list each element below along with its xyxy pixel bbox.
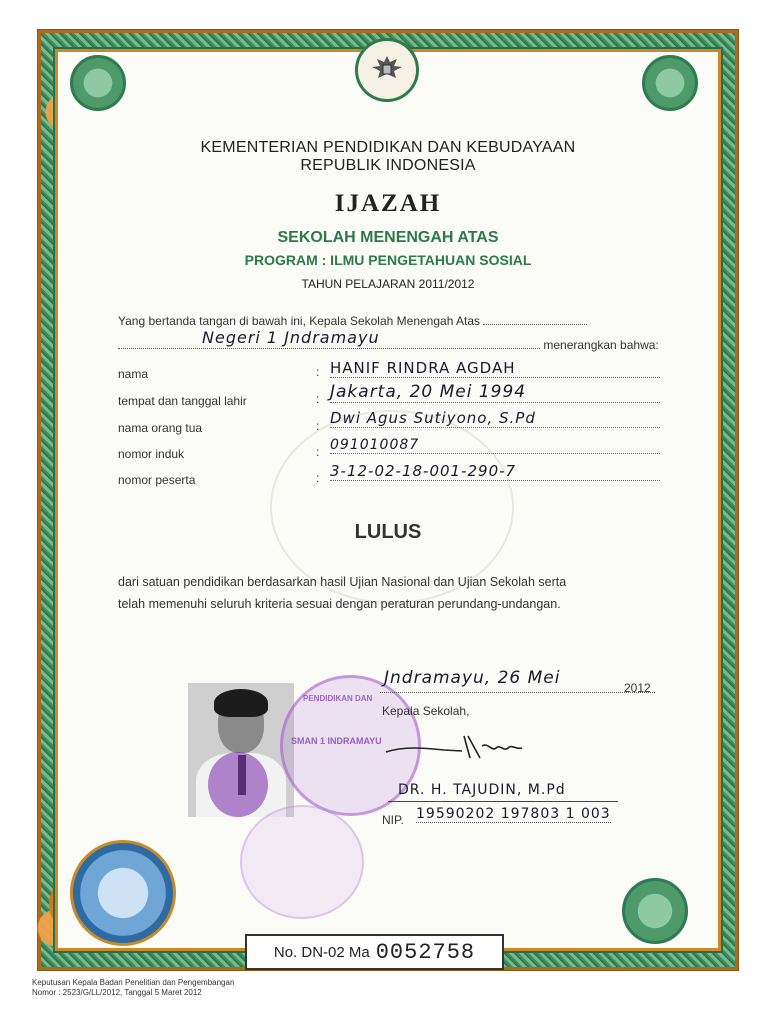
serial-label: No. DN-02 Ma bbox=[273, 943, 370, 961]
field-colon: : bbox=[316, 419, 320, 433]
field-label-birth: tempat dan tanggal lahir bbox=[118, 394, 247, 408]
thumbprint-stamp bbox=[208, 752, 268, 817]
ministry-line-2: REPUBLIK INDONESIA bbox=[300, 157, 476, 174]
document-title: IJAZAH bbox=[334, 190, 442, 217]
field-colon: : bbox=[316, 445, 320, 459]
rosette-bottom-right bbox=[622, 878, 688, 944]
rosette-top-right bbox=[642, 55, 698, 111]
footnote-line-1: Keputusan Kepala Badan Penelitian dan Pengembangan bbox=[32, 978, 235, 987]
footnote-line-2: Nomor : 2523/G/LL/2012, Tanggal 5 Maret 2012 bbox=[32, 988, 202, 997]
stamp-text-top: PENDIDIKAN DAN bbox=[303, 694, 373, 703]
field-label-student-number: nomor induk bbox=[118, 447, 185, 461]
nip-label: NIP. bbox=[382, 813, 404, 827]
field-value-participant-number: 3-12-02-18-001-290-7 bbox=[330, 462, 660, 481]
school-level: SEKOLAH MENENGAH ATAS bbox=[277, 229, 499, 246]
name-underline bbox=[388, 801, 618, 802]
field-value-name: HANIF RINDRA AGDAH bbox=[330, 359, 660, 378]
field-value-student-number: 091010087 bbox=[330, 437, 660, 454]
intro-suffix: menerangkan bahwa: bbox=[543, 338, 659, 352]
dotted-leader bbox=[483, 324, 587, 325]
principal-name: DR. H. TAJUDIN, M.Pd bbox=[398, 782, 566, 798]
place-date-line bbox=[380, 668, 655, 695]
ministry-seal-emblem bbox=[70, 840, 176, 946]
stamp-text-middle: SMAN 1 INDRAMAYU bbox=[291, 736, 382, 746]
field-value-birth: Jakarta, 20 Mei 1994 bbox=[330, 382, 660, 403]
nip-value: 19590202 197803 1 003 bbox=[416, 806, 611, 822]
field-colon: : bbox=[316, 471, 320, 485]
academic-year: TAHUN PELAJARAN 2011/2012 bbox=[301, 277, 475, 291]
serial-number: 0052758 bbox=[375, 939, 476, 965]
intro-line-2 bbox=[118, 328, 659, 352]
serial-number-box bbox=[245, 934, 504, 970]
field-label-participant-number: nomor peserta bbox=[118, 473, 196, 487]
signature-year: 2012 bbox=[624, 681, 651, 695]
program-name: PROGRAM : ILMU PENGETAHUAN SOSIAL bbox=[244, 252, 532, 268]
place-date-handwritten: Jndramayu, 26 Mei bbox=[384, 668, 561, 688]
field-value-parent: Dwi Agus Sutiyono, S.Pd bbox=[330, 409, 660, 428]
ministry-line-1: KEMENTERIAN PENDIDIKAN DAN KEBUDAYAAN bbox=[200, 139, 576, 156]
field-label-parent: nama orang tua bbox=[118, 421, 203, 435]
field-colon: : bbox=[316, 392, 320, 406]
intro-line-1 bbox=[118, 314, 587, 328]
school-name-handwritten: Negeri 1 Jndramayu bbox=[202, 328, 380, 347]
signature-scribble bbox=[384, 730, 524, 769]
ministry-heading bbox=[58, 139, 718, 175]
statement-line-2: telah memenuhi seluruh kriteria sesuai dengan peraturan perundang-undangan. bbox=[118, 597, 561, 611]
signing-role: Kepala Sekolah, bbox=[382, 704, 470, 718]
garuda-emblem-icon bbox=[355, 38, 419, 102]
intro-text: Yang bertanda tangan di bawah ini, Kepala Sekolah Menengah Atas bbox=[118, 314, 481, 328]
field-colon: : bbox=[316, 365, 320, 379]
field-label-name: nama bbox=[118, 367, 149, 381]
faded-stamp bbox=[240, 805, 364, 919]
result-status: LULUS bbox=[354, 521, 422, 543]
statement-line-1: dari satuan pendidikan berdasarkan hasil Ujian Nasional dan Ujian Sekolah serta bbox=[118, 575, 567, 589]
rosette-top-left bbox=[70, 55, 126, 111]
school-name-line bbox=[118, 328, 540, 349]
